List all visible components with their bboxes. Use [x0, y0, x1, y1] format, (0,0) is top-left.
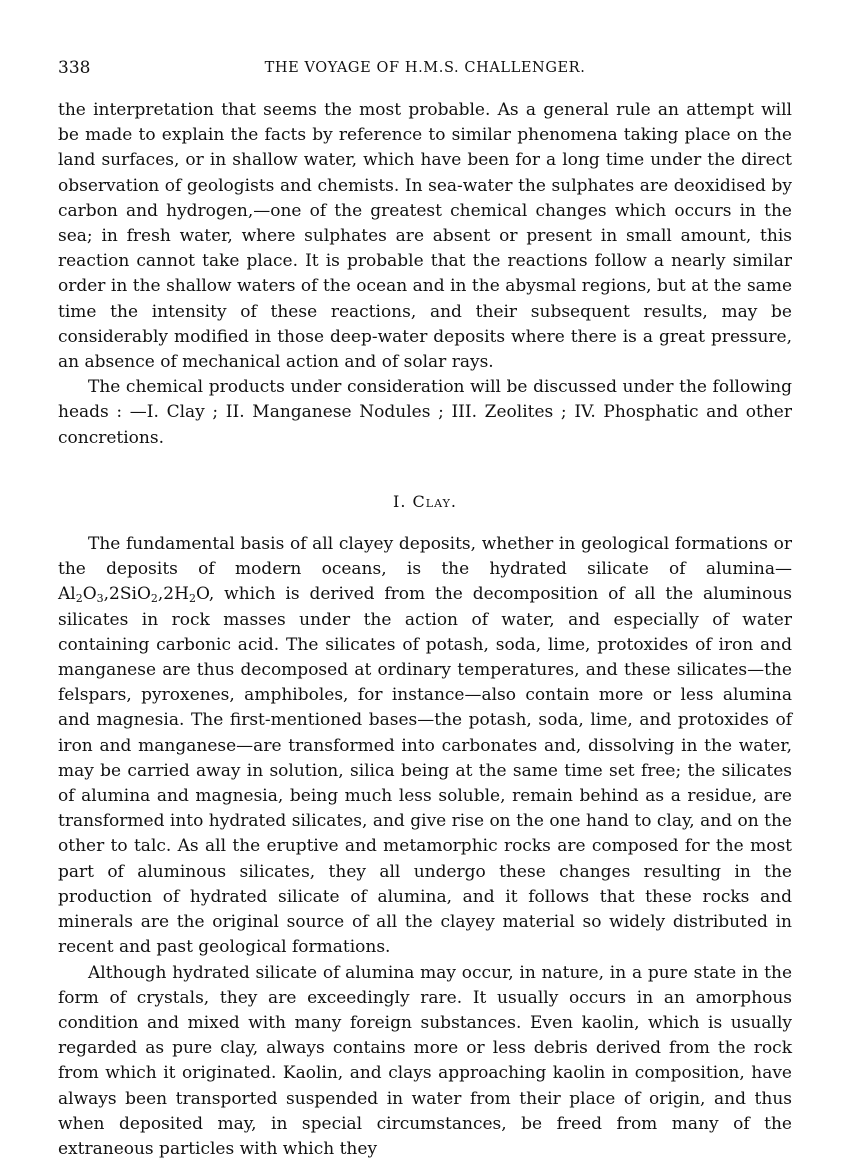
section-heading-clay: I. Clay.	[58, 489, 792, 514]
alumina-formula: $Al_2O_3,2SiO_2,2H_2O$	[58, 584, 209, 604]
book-page	[58, 58, 792, 1162]
running-title: THE VOYAGE OF H.M.S. CHALLENGER.	[58, 60, 792, 76]
running-head	[58, 58, 792, 88]
intro-paragraph: the interpretation that seems the most probable. As a general rule an attempt will be made to explain the facts by reference to similar phenomena taking place on the land surfaces, or in shallow water, which have been for a long time under the direct observation of geologists and chemists. In sea-water the sulphates are deoxidised by carbon and hydrogen,—one of the greatest chemical changes which occurs in the sea; in fresh water, where sulphates are absent or present in small amount, this reaction cannot take place. It is probable that the reactions follow a nearly similar order in the shallow waters of the ocean and in the abysmal regions, but at the same time the intensity of these reactions, and their subsequent results, may be considerably modified in those deep-water deposits where there is a great pressure, an absence of mechanical action and of solar rays.	[58, 98, 792, 375]
kaolin-paragraph: Although hydrated silicate of alumina may occur, in nature, in a pure state in the form of crystals, they are exceedingly rare. It usually occurs in an amorphous condition and mixed with many foreign substances. Even kaolin, which is usually regarded as pure clay, always contains more or less debris derived from the rock from which it originated. Kaolin, and clays approaching kaolin in composition, have always been transported suspended in water from their place of origin, and thus when deposited may, in special circumstances, be freed from many of the extraneous particles with which they	[58, 961, 792, 1162]
clay-paragraph	[58, 532, 792, 960]
page-body	[58, 98, 792, 1162]
clay-paragraph-text-end: , which is derived from the decomposition of all the aluminous silicates in rock masses under the action of water, and especially of water containing carbonic acid. The silicates of potash, soda, lime, protoxides of iron and manganese are thus decomposed at ordinary temperatures, and these silicates—the felspars, pyroxenes, amphiboles, for instance—also contain more or less alumina and magnesia. The first-mentioned bases—the potash, soda, lime, and protoxides of iron and manganese—are transformed into carbonates and, dissolving in the water, may be carried away in solution, silica being at the same time set free; the silicates of alumina and magnesia, being much less soluble, remain behind as a residue, are transformed into hydrated silicates, and give rise on the one hand to clay, and on the other to talc. As all the eruptive and metamorphic rocks are composed for the most part of aluminous silicates, they all undergo these changes resulting in the production of hydrated silicate of alumina, and it follows that these rocks and minerals are the original source of all the clayey material so widely distributed in recent and past geological formations.	[58, 584, 792, 957]
clay-paragraph-text-start: The fundamental basis of all clayey deposits, whether in geological formations or the deposits of modern oceans, is the hydrated silicate of alumina—	[58, 534, 792, 579]
heads-paragraph: The chemical products under consideration will be discussed under the following heads : —I. Clay ; II. Manganese Nodules ; III. Zeolites ; IV. Phosphatic and other concretions.	[58, 375, 792, 451]
page-number: 338	[58, 58, 90, 78]
